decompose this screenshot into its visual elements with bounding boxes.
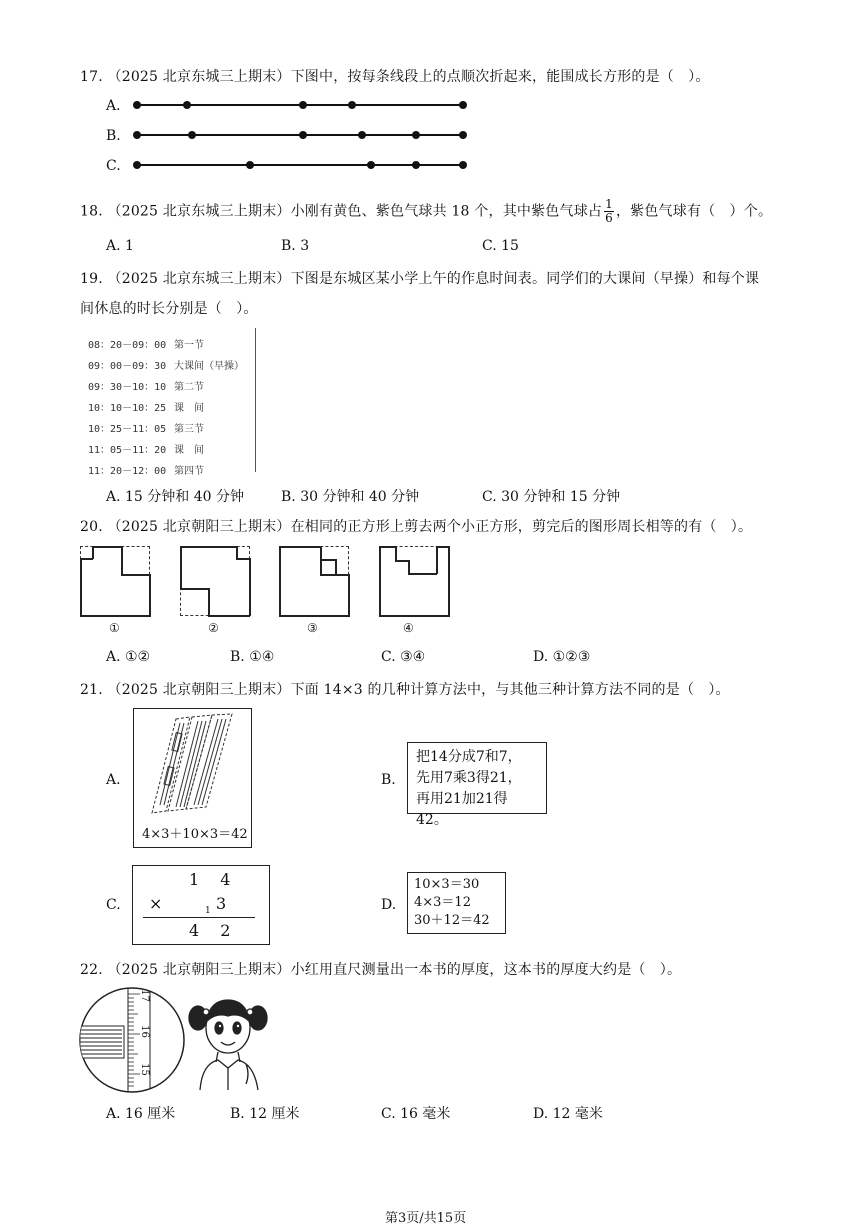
q17-option-a-label[interactable]: A. xyxy=(106,98,121,114)
schedule-row xyxy=(88,356,244,377)
q21-option-c-result: 4 2 xyxy=(189,921,239,940)
q18-fraction-denominator: 6 xyxy=(605,211,613,225)
schedule-item: 大课间（早操） xyxy=(174,361,244,372)
q18-stem-after: ，紫色气球有（ ）个。 xyxy=(615,203,773,220)
schedule-item: 课 间 xyxy=(174,445,204,456)
q18-option-a[interactable]: A. 1 xyxy=(106,238,134,254)
schedule-row xyxy=(88,335,244,356)
q22-option-d[interactable]: D. 12 毫米 xyxy=(533,1106,603,1122)
schedule-item: 课 间 xyxy=(174,403,204,414)
q21-stem: 21. （2025 北京朝阳三上期末）下面 14×3 的几种计算方法中，与其他三种计算方法不同的是（ ）。 xyxy=(80,682,730,698)
q20-stem: 20. （2025 北京朝阳三上期末）在相同的正方形上剪去两个小正方形，剪完后的图形周长相等的有（ ）。 xyxy=(80,519,753,535)
q19-stem-line1: 19. （2025 北京东城三上期末）下图是东城区某小学上午的作息时间表。同学们的大课间（早操）和每个课 xyxy=(80,271,760,287)
q21-option-d-box[interactable] xyxy=(407,872,506,934)
schedule-item: 第二节 xyxy=(174,382,204,393)
schedule-row xyxy=(88,440,244,461)
q21-option-a-caption: 4×3＋10×3＝42 xyxy=(142,827,248,842)
q21-option-a-label[interactable]: A. xyxy=(106,772,121,788)
q21-option-c-multiplicand: 1 4 xyxy=(189,870,239,889)
q21-option-b-line: 先用7乘3得21， xyxy=(416,770,522,786)
schedule-divider xyxy=(255,328,256,472)
q19-stem-line2: 间休息的时长分别是（ ）。 xyxy=(80,301,258,317)
q18-stem xyxy=(80,198,772,225)
q17-stem: 17. （2025 北京东城三上期末）下图中，按每条线段上的点顺次折起来，能围成长方形的是（ ）。 xyxy=(80,69,710,85)
q17-option-c-label[interactable]: C. xyxy=(106,158,121,174)
page-number: 第3页/共15页 xyxy=(385,1211,467,1226)
q22-stem: 22. （2025 北京朝阳三上期末）小红用直尺测量出一本书的厚度，这本书的厚度大约是（ ）。 xyxy=(80,962,682,978)
girl-icon xyxy=(188,990,270,1092)
schedule-time: 10：10－10：25 xyxy=(88,403,167,414)
q21-option-c-multiplier: 3 xyxy=(216,894,227,913)
ruler-tick-15: 15 xyxy=(138,1063,150,1076)
schedule-time: 09：30－10：10 xyxy=(88,382,167,393)
schedule-time: 10：25－11：05 xyxy=(88,424,167,435)
schedule-row xyxy=(88,419,244,440)
q21-option-c-rule xyxy=(143,917,255,918)
schedule-row xyxy=(88,461,244,482)
q18-option-c[interactable]: C. 15 xyxy=(482,238,519,254)
schedule-time: 08：20－09：00 xyxy=(88,340,167,351)
schedule-item: 第三节 xyxy=(174,424,204,435)
q19-option-a[interactable]: A. 15 分钟和 40 分钟 xyxy=(106,489,244,505)
schedule-row xyxy=(88,377,244,398)
q21-option-a-box[interactable] xyxy=(133,708,252,848)
q18-fraction xyxy=(604,198,614,225)
q21-option-c-times: × xyxy=(149,894,163,913)
q22-option-a[interactable]: A. 16 厘米 xyxy=(106,1106,176,1122)
ruler-magnifier-icon xyxy=(78,986,186,1094)
q21-option-b-label[interactable]: B. xyxy=(381,772,396,788)
schedule-row xyxy=(88,398,244,419)
q22-option-b[interactable]: B. 12 厘米 xyxy=(230,1106,300,1122)
ruler-tick-16: 16 xyxy=(138,1025,150,1038)
q18-option-b[interactable]: B. 3 xyxy=(281,238,310,254)
girl-illustration xyxy=(188,990,270,1092)
schedule-item: 第一节 xyxy=(174,340,204,351)
q21-option-d-line: 30＋12＝42 xyxy=(414,913,490,928)
q19-option-b[interactable]: B. 30 分钟和 40 分钟 xyxy=(281,489,420,505)
q21-option-c-label[interactable]: C. xyxy=(106,897,121,913)
q22-option-c[interactable]: C. 16 毫米 xyxy=(381,1106,451,1122)
q21-option-d-line: 4×3＝12 xyxy=(414,895,471,910)
q21-option-c-carry: 1 xyxy=(205,906,211,916)
q20-option-c[interactable]: C. ③④ xyxy=(381,649,426,665)
q17-option-b-label[interactable]: B. xyxy=(106,128,121,144)
schedule-item: 第四节 xyxy=(174,466,204,477)
schedule-time: 11：05－11：20 xyxy=(88,445,167,456)
ruler-tick-17: 17 xyxy=(138,989,150,1002)
schedule-time: 09：00－09：30 xyxy=(88,361,167,372)
q18-fraction-numerator: 1 xyxy=(605,197,613,211)
q19-option-c[interactable]: C. 30 分钟和 15 分钟 xyxy=(482,489,621,505)
q18-stem-before: 18. （2025 北京东城三上期末）小刚有黄色、紫色气球共 18 个，其中紫色气球占 xyxy=(80,203,603,220)
q20-figure-1-label: ① xyxy=(109,621,120,635)
q20-option-a[interactable]: A. ①② xyxy=(106,649,151,665)
schedule-time: 11：20－12：00 xyxy=(88,466,167,477)
q21-option-b-box[interactable] xyxy=(407,742,547,828)
q21-option-d-line: 10×3＝30 xyxy=(414,877,480,892)
q21-option-b-line: 再用21加21得42。 xyxy=(416,791,508,828)
q22-magnifier-illustration xyxy=(78,986,186,1094)
q21-option-d-label[interactable]: D. xyxy=(381,897,397,913)
q21-option-b-line: 把14分成7和7， xyxy=(416,749,522,765)
q21-option-c-box[interactable] xyxy=(132,865,270,945)
q20-figure-2-label: ② xyxy=(208,621,219,635)
q20-option-d[interactable]: D. ①②③ xyxy=(533,649,591,665)
q19-schedule-table xyxy=(88,335,244,482)
q20-option-b[interactable]: B. ①④ xyxy=(230,649,275,665)
q20-figure-4-label: ④ xyxy=(403,621,414,635)
stick-bundles-illustration xyxy=(134,709,250,819)
q20-figure-3-label: ③ xyxy=(307,621,318,635)
